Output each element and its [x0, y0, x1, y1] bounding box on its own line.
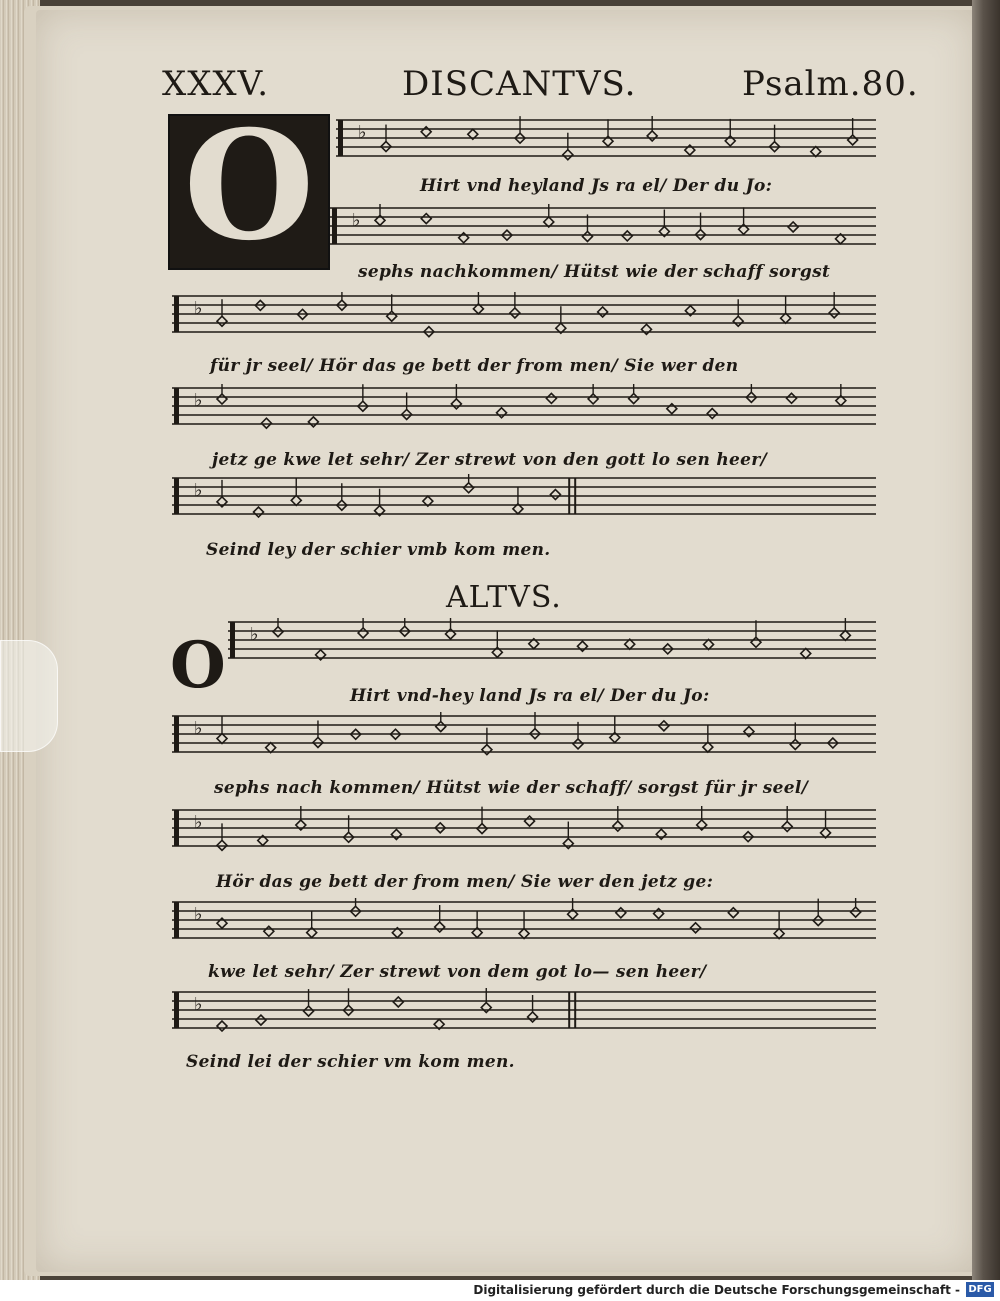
flat-sign: ♭ — [194, 994, 203, 1015]
clef — [174, 810, 179, 846]
page-clip — [0, 640, 58, 752]
note-mark — [704, 639, 714, 649]
dfg-logo: DFG — [966, 1282, 994, 1297]
note-mark — [647, 131, 657, 141]
clef — [174, 716, 179, 752]
note-mark — [393, 997, 403, 1007]
clef — [174, 902, 179, 938]
staff-lines — [172, 292, 876, 342]
staff-lines — [172, 988, 876, 1038]
note-mark — [733, 316, 743, 326]
clef — [174, 992, 179, 1028]
staff-lines — [330, 204, 876, 254]
discantus-lyric-3: für jr seel/ Hör das ge bett der from men/ Sie wer den — [210, 356, 739, 376]
note-mark — [851, 907, 861, 917]
note-mark — [435, 922, 445, 932]
note-mark — [840, 630, 850, 640]
altus-staff-4 — [172, 898, 876, 948]
note-mark — [598, 307, 608, 317]
page-number: XXXV. — [162, 64, 270, 104]
altus-staff-3 — [172, 806, 876, 856]
flat-sign: ♭ — [194, 298, 203, 319]
discantus-lyric-4: jetz ge kwe let sehr/ Zer strewt von den gott lo sen heer/ — [212, 450, 767, 470]
note-mark — [304, 1006, 314, 1016]
altus-staff-1 — [228, 618, 876, 668]
discantus-staff-5 — [172, 474, 876, 524]
discantus-staff-2 — [330, 204, 876, 254]
discantus-staff-1 — [336, 116, 876, 166]
note-mark — [744, 727, 754, 737]
clef — [174, 478, 179, 514]
note-mark — [256, 1015, 266, 1025]
note-mark — [525, 816, 535, 826]
note-mark — [790, 739, 800, 749]
note-mark — [774, 929, 784, 939]
discantus-lyric-5: Seind ley der schier vmb kom men. — [206, 540, 551, 560]
note-mark — [217, 1021, 227, 1031]
footer-bar — [0, 1280, 1000, 1301]
note-mark — [254, 507, 264, 517]
clef — [174, 388, 179, 424]
note-mark — [528, 1012, 538, 1022]
note-mark — [436, 722, 446, 732]
note-mark — [728, 908, 738, 918]
note-mark — [641, 324, 651, 334]
note-mark — [387, 311, 397, 321]
initial-letter-altus: O — [170, 628, 226, 703]
altus-lyric-4: kwe let sehr/ Zer strewt von dem got lo— sen heer/ — [208, 962, 707, 982]
discantus-lyric-2: sephs nachkommen/ Hütst wie der schaff sorgst — [358, 262, 831, 282]
note-mark — [481, 1003, 491, 1013]
note-mark — [659, 721, 669, 731]
note-mark — [829, 308, 839, 318]
note-mark — [391, 829, 401, 839]
altus-lyric-5: Seind lei der schier vm kom men. — [186, 1052, 515, 1072]
discantus-lyric-1: Hirt vnd heyland Js ra el/ Der du Jo: — [420, 176, 773, 196]
note-mark — [573, 739, 583, 749]
altus-lyric-1: Hirt vnd-hey land Js ra el/ Der du Jo: — [350, 686, 710, 706]
note-mark — [622, 231, 632, 241]
flat-sign: ♭ — [250, 624, 259, 645]
note-mark — [550, 490, 560, 500]
note-mark — [510, 308, 520, 318]
note-mark — [217, 734, 227, 744]
decorated-initial-altus — [170, 628, 226, 703]
discantus-staff-4 — [172, 384, 876, 434]
flat-sign: ♭ — [194, 904, 203, 925]
note-mark — [451, 399, 461, 409]
clef — [332, 208, 337, 244]
staff-lines — [172, 384, 876, 434]
note-mark — [707, 409, 717, 419]
note-mark — [691, 923, 701, 933]
altus-lyric-2: sephs nach kommen/ Hütst wie der schaff/ sorgst für jr seel/ — [214, 778, 809, 798]
voice-title-altus: ALTVS. — [446, 580, 562, 615]
flat-sign: ♭ — [352, 210, 361, 231]
clef — [230, 622, 235, 658]
note-mark — [519, 929, 529, 939]
psalm-label: Psalm.80. — [742, 64, 919, 104]
staff-lines — [336, 116, 876, 166]
flat-sign: ♭ — [194, 390, 203, 411]
footer-credit: Digitalisierung gefördert durch die Deutsche Forschungsgemeinschaft - — [473, 1283, 960, 1297]
staff-lines — [172, 474, 876, 524]
staff-lines — [228, 618, 876, 668]
note-mark — [563, 150, 573, 160]
note-mark — [217, 394, 227, 404]
note-mark — [811, 147, 821, 157]
note-mark — [563, 839, 573, 849]
voice-title-discantus: DISCANTVS. — [402, 64, 637, 104]
staff-lines — [172, 712, 876, 762]
staff-lines — [172, 898, 876, 948]
flat-sign: ♭ — [194, 718, 203, 739]
note-mark — [613, 821, 623, 831]
book-binding-edge — [972, 0, 1000, 1280]
note-mark — [588, 394, 598, 404]
clef — [338, 120, 343, 156]
staff-lines — [172, 806, 876, 856]
note-mark — [358, 628, 368, 638]
decorated-initial-discantus — [168, 98, 330, 274]
flat-sign: ♭ — [358, 122, 367, 143]
altus-staff-2 — [172, 712, 876, 762]
flat-sign: ♭ — [194, 812, 203, 833]
note-mark — [546, 393, 556, 403]
note-mark — [217, 316, 227, 326]
initial-letter: O — [183, 98, 315, 274]
note-mark — [482, 745, 492, 755]
discantus-staff-3 — [172, 292, 876, 342]
note-mark — [654, 909, 664, 919]
note-mark — [582, 231, 592, 241]
flat-sign: ♭ — [194, 480, 203, 501]
note-mark — [788, 222, 798, 232]
note-mark — [782, 822, 792, 832]
note-mark — [421, 214, 431, 224]
note-mark — [264, 926, 274, 936]
note-mark — [291, 495, 301, 505]
note-mark — [787, 393, 797, 403]
note-mark — [308, 417, 318, 427]
note-mark — [266, 743, 276, 753]
altus-lyric-3: Hör das ge bett der from men/ Sie wer den jetz ge: — [216, 872, 714, 892]
note-mark — [616, 908, 626, 918]
clef — [174, 296, 179, 332]
note-mark — [801, 648, 811, 658]
altus-staff-5 — [172, 988, 876, 1038]
note-mark — [629, 394, 639, 404]
note-mark — [751, 637, 761, 647]
note-mark — [497, 408, 507, 418]
note-mark — [848, 135, 858, 145]
